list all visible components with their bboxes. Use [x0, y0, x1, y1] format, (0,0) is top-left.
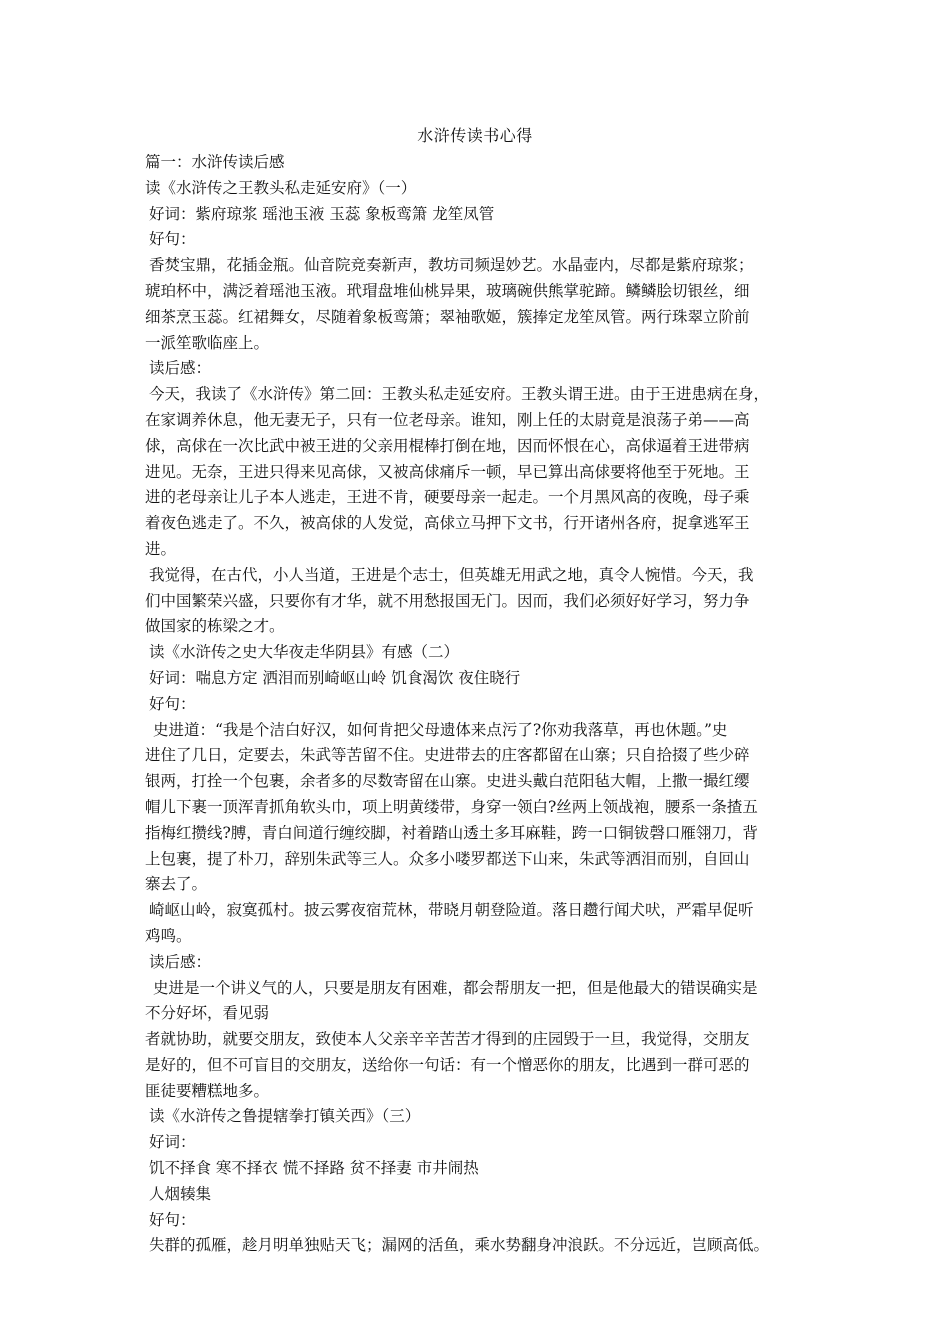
good-sentences-label: 好句： — [149, 694, 196, 713]
paragraph-line: 进住了几日，定要去，朱武等苦留不住。史进带去的庄客都留在山寨；只自拾掇了些少碎 — [145, 746, 750, 765]
paragraph-line: 们中国繁荣兴盛，只要你有才华，就不用愁报国无门。因而，我们必须好好学习，努力争 — [145, 591, 750, 610]
good-words-line: 人烟辏集 — [149, 1184, 212, 1203]
paragraph-line: 失群的孤雁，趁月明单独贴天飞；漏网的活鱼，乘水势翻身冲浪跃。不分远近，岂顾高低。 — [149, 1236, 770, 1255]
section-heading: 篇一：水浒传读后感 — [145, 153, 285, 171]
chapter-heading: 读《水浒传之王教头私走延安府》（一） — [145, 178, 417, 197]
paragraph-line: 做国家的栋梁之才。 — [145, 617, 285, 636]
reflection-label: 读后感： — [149, 359, 212, 378]
reflection-label: 读后感： — [149, 952, 212, 971]
paragraph-line: 着夜色逃走了。不久，被高俅的人发觉，高俅立马押下文书，行开诸州各府，捉拿逃军王 — [145, 514, 750, 533]
good-sentences-label: 好句： — [149, 230, 196, 249]
paragraph-line: 进的老母亲让儿子本人逃走，王进不肯，硬要母亲一起走。一个月黑风高的夜晚，母子乘 — [145, 488, 750, 507]
paragraph-line: 细茶烹玉蕊。红裙舞女，尽随着象板鸾箫；翠袖歌姬，簇捧定龙笙凤管。两行珠翠立阶前 — [145, 307, 750, 326]
paragraph-line: 进见。无奈，王进只得来见高俅，又被高俅痛斥一顿，早已算出高俅要将他至于死地。王 — [145, 462, 750, 481]
good-words-line: 好词：紫府琼浆 瑶池玉液 玉蕊 象板鸾箫 龙笙凤管 — [149, 204, 495, 223]
chapter-heading: 读《水浒传之史大华夜走华阴县》有感（二） — [149, 643, 460, 662]
paragraph-line: 史进道：“我是个洁白好汉，如何肯把父母遗体来点污了?你劝我落草，再也休题。”史 — [153, 720, 728, 739]
paragraph-line: 史进是一个讲义气的人，只要是朋友有困难，都会帮朋友一把，但是他最大的错误确实是 — [153, 978, 758, 997]
paragraph-line: 崎岖山岭，寂寞孤村。披云雾夜宿荒林，带晓月朝登险道。落日趱行闻犬吠，严霜早促听 — [149, 901, 754, 920]
good-sentences-label: 好句： — [149, 1210, 196, 1229]
paragraph-line: 鸡鸣。 — [145, 926, 192, 945]
paragraph-line: 今天，我读了《水浒传》第二回：王教头私走延安府。王教头谓王进。由于王进患病在身， — [149, 385, 770, 404]
good-words-line: 饥不择食 寒不择衣 慌不择路 贫不择妻 市井闹热 — [149, 1159, 479, 1178]
paragraph-line: 一派笙歌临座上。 — [145, 333, 270, 352]
paragraph-line: 在家调养休息，他无妻无子，只有一位老母亲。谁知，刚上任的太尉竟是浪荡子弟——高 — [145, 410, 750, 429]
paragraph-line: 匪徒要糟糕地多。 — [145, 1081, 270, 1100]
paragraph-line: 是好的，但不可盲目的交朋友，送给你一句话：有一个憎恶你的朋友，比遇到一群可恶的 — [145, 1055, 750, 1074]
paragraph-line: 俅，高俅在一次比武中被王进的父亲用棍棒打倒在地，因而怀恨在心，高俅逼着王进带病 — [145, 436, 750, 455]
paragraph-line: 者就协助，就要交朋友，致使本人父亲辛辛苦苦才得到的庄园毁于一旦，我觉得，交朋友 — [145, 1030, 750, 1049]
document-body — [145, 150, 825, 1259]
paragraph-line: 寨去了。 — [145, 875, 208, 894]
good-words-line: 好词：喘息方定 洒泪而别崎岖山岭 饥食渴饮 夜住晓行 — [149, 668, 521, 687]
paragraph-line: 我觉得，在古代，小人当道，王进是个志士，但英雄无用武之地，真令人惋惜。今天，我 — [149, 565, 754, 584]
paragraph-line: 不分好坏，看见弱 — [145, 1004, 270, 1023]
chapter-heading: 读《水浒传之鲁提辖拳打镇关西》（三） — [149, 1107, 421, 1126]
document-title: 水浒传读书心得 — [417, 126, 533, 145]
paragraph-line: 帽儿下裹一顶浑青抓角软头巾，项上明黄缕带，身穿一领白?丝两上领战袍，腰系一条揸五 — [145, 797, 758, 816]
paragraph-line: 香焚宝鼎，花插金瓶。仙音院竞奏新声，教坊司频逞妙艺。水晶壶内，尽都是紫府琼浆； — [149, 256, 754, 275]
paragraph-line: 进。 — [145, 539, 177, 558]
paragraph-line: 上包裹，提了朴刀，辞别朱武等三人。众多小喽罗都送下山来，朱武等洒泪而别，自回山 — [145, 849, 750, 868]
good-words-label: 好词： — [149, 1133, 196, 1152]
paragraph-line: 指梅红攒线?膊，青白间道行缠绞脚，衬着踏山透土多耳麻鞋，跨一口铜钹磬口雁翎刀，背 — [145, 823, 758, 842]
paragraph-line: 银两，打拴一个包裹，余者多的尽数寄留在山寨。史进头戴白范阳毡大帽，上撒一撮红缨 — [145, 772, 750, 791]
paragraph-line: 琥珀杯中，满泛着瑶池玉液。玳瑁盘堆仙桃异果，玻璃碗供熊掌驼蹄。鳞鳞脍切银丝，细 — [145, 281, 750, 300]
